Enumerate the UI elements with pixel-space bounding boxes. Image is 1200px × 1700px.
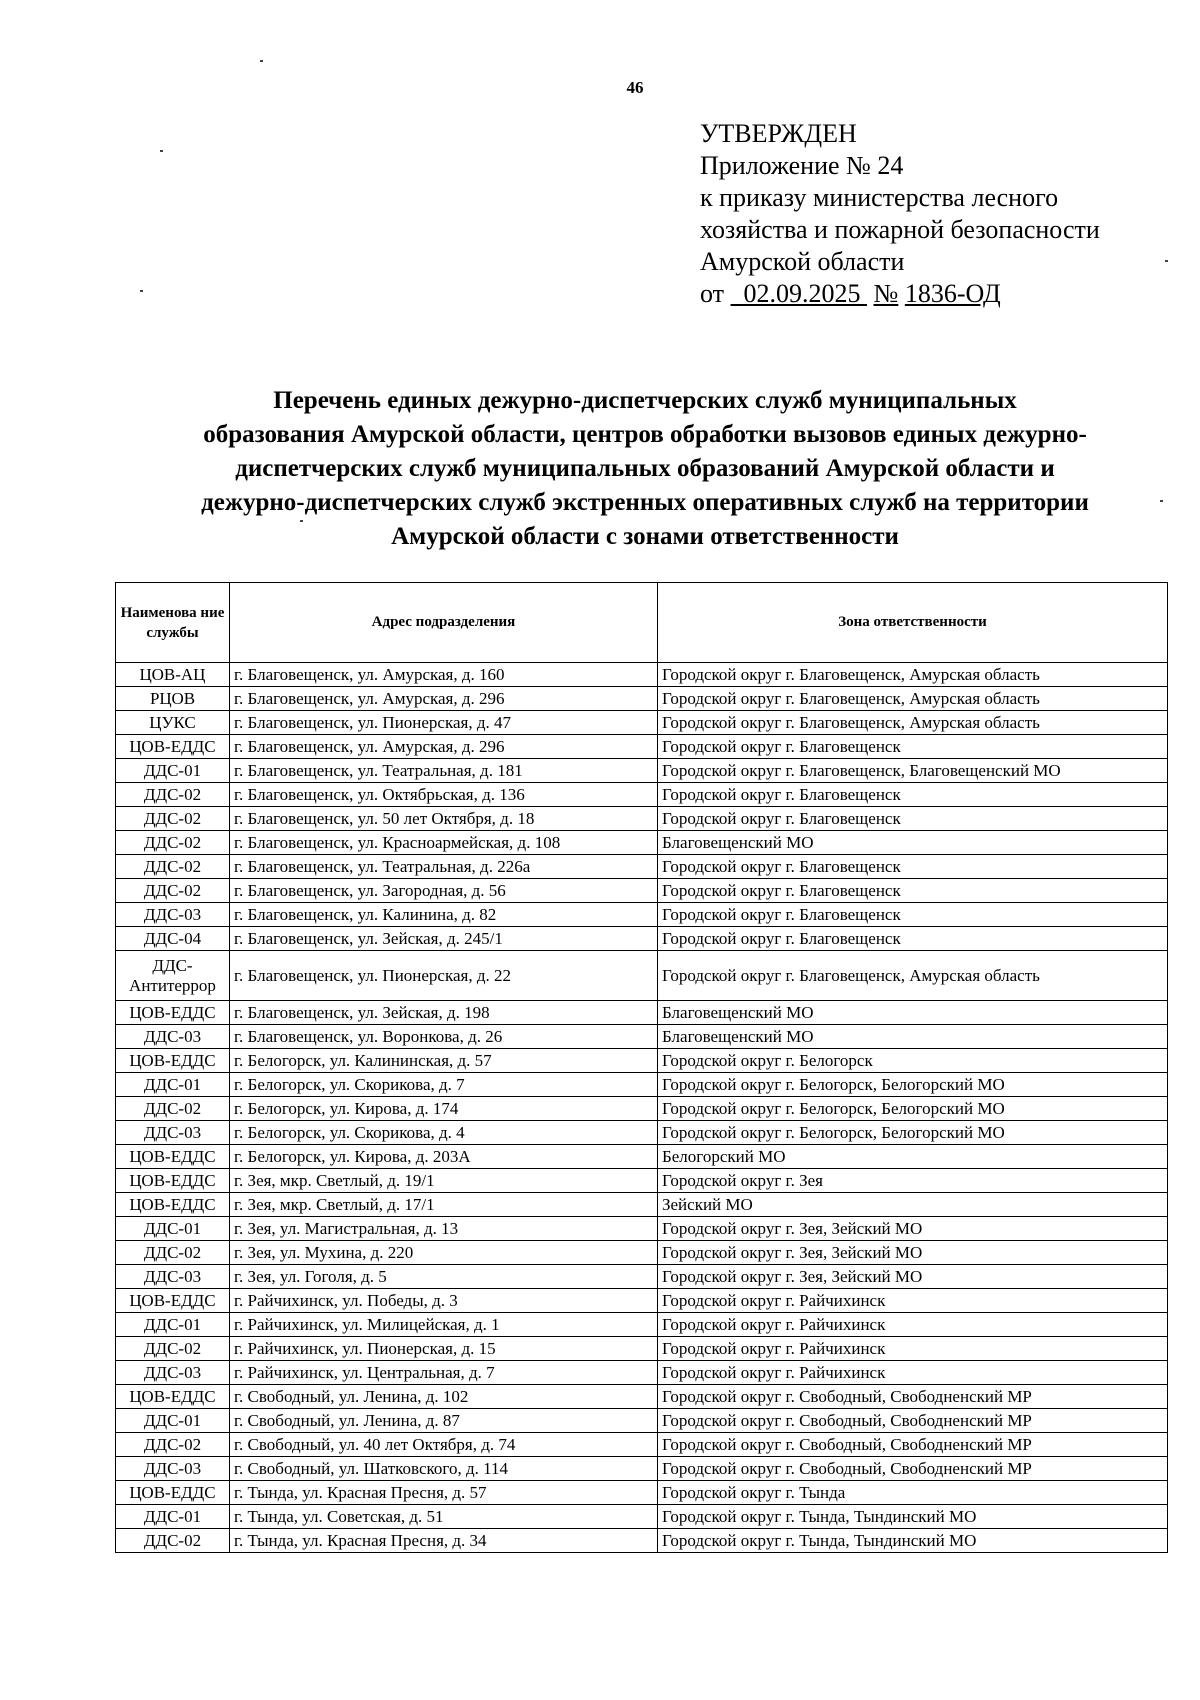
address-cell: г. Благовещенск, ул. Театральная, д. 226а — [230, 855, 658, 879]
table-row — [116, 1193, 1168, 1217]
responsibility-zone-cell: Благовещенский МО — [658, 1001, 1168, 1025]
address-cell: г. Райчихинск, ул. Пионерская, д. 15 — [230, 1337, 658, 1361]
service-name-cell: ЦОВ-ЕДДС — [116, 1193, 230, 1217]
address-cell: г. Тында, ул. Советская, д. 51 — [230, 1505, 658, 1529]
approval-block — [700, 118, 1180, 310]
service-name-cell: ДДС-01 — [116, 759, 230, 783]
address-cell: г. Зея, мкр. Светлый, д. 17/1 — [230, 1193, 658, 1217]
responsibility-zone-cell: Городской округ г. Райчихинск — [658, 1361, 1168, 1385]
table-row — [116, 1409, 1168, 1433]
header-responsibility-zone: Зона ответственности — [658, 583, 1168, 663]
address-cell: г. Благовещенск, ул. Амурская, д. 296 — [230, 735, 658, 759]
table-row — [116, 1025, 1168, 1049]
scan-speck — [1160, 500, 1163, 502]
responsibility-zone-cell: Городской округ г. Благовещенск — [658, 735, 1168, 759]
table-row — [116, 711, 1168, 735]
address-cell: г. Свободный, ул. 40 лет Октября, д. 74 — [230, 1433, 658, 1457]
table-row — [116, 879, 1168, 903]
services-table — [115, 582, 1168, 1553]
table-row — [116, 1289, 1168, 1313]
table-row — [116, 927, 1168, 951]
responsibility-zone-cell: Городской округ г. Благовещенск, Амурская область — [658, 711, 1168, 735]
responsibility-zone-cell: Городской округ г. Свободный, Свободненский МР — [658, 1457, 1168, 1481]
address-cell: г. Зея, ул. Мухина, д. 220 — [230, 1241, 658, 1265]
scan-speck — [140, 290, 143, 292]
service-name-cell: ДДС-02 — [116, 1433, 230, 1457]
service-name-cell: РЦОВ — [116, 687, 230, 711]
service-name-cell: ЦОВ-ЕДДС — [116, 1001, 230, 1025]
responsibility-zone-cell: Благовещенский МО — [658, 1025, 1168, 1049]
responsibility-zone-cell: Городской округ г. Благовещенск — [658, 927, 1168, 951]
service-name-cell: ДДС-04 — [116, 927, 230, 951]
page-number: 46 — [626, 78, 644, 97]
table-row — [116, 687, 1168, 711]
service-name-cell: ДДС-02 — [116, 1337, 230, 1361]
service-name-cell: ДДС-02 — [116, 879, 230, 903]
address-cell: г. Свободный, ул. Ленина, д. 102 — [230, 1385, 658, 1409]
responsibility-zone-cell: Городской округ г. Райчихинск — [658, 1313, 1168, 1337]
responsibility-zone-cell: Городской округ г. Зея, Зейский МО — [658, 1241, 1168, 1265]
table-row — [116, 783, 1168, 807]
scan-speck — [1165, 260, 1168, 262]
table-row — [116, 1241, 1168, 1265]
table-row — [116, 663, 1168, 687]
table-row — [116, 1313, 1168, 1337]
responsibility-zone-cell: Городской округ г. Благовещенск — [658, 903, 1168, 927]
order-reference — [700, 278, 1180, 310]
address-cell: г. Зея, ул. Магистральная, д. 13 — [230, 1217, 658, 1241]
service-name-cell: ЦОВ-ЕДДС — [116, 1385, 230, 1409]
responsibility-zone-cell: Городской округ г. Зея, Зейский МО — [658, 1265, 1168, 1289]
approval-line: хозяйства и пожарной безопасности — [700, 215, 1100, 244]
service-name-cell: ДДС-03 — [116, 1265, 230, 1289]
service-name-cell: ДДС-03 — [116, 1025, 230, 1049]
title-line: Амурской области с зонами ответственности — [391, 523, 899, 550]
responsibility-zone-cell: Городской округ г. Белогорск, Белогорский МО — [658, 1097, 1168, 1121]
appendix-number: Приложение № 24 — [700, 151, 904, 180]
table-row — [116, 1265, 1168, 1289]
table-row — [116, 831, 1168, 855]
responsibility-zone-cell: Городской округ г. Благовещенск — [658, 807, 1168, 831]
table-row — [116, 1001, 1168, 1025]
address-cell: г. Благовещенск, ул. Загородная, д. 56 — [230, 879, 658, 903]
responsibility-zone-cell: Городской округ г. Тында, Тындинский МО — [658, 1505, 1168, 1529]
table-row — [116, 1073, 1168, 1097]
address-cell: г. Свободный, ул. Ленина, д. 87 — [230, 1409, 658, 1433]
title-line: дежурно-диспетчерских служб экстренных оперативных служб на территории — [201, 489, 1089, 516]
order-date: 02.09.2025 — [743, 279, 861, 308]
order-number: 1836-ОД — [904, 279, 1001, 308]
address-cell: г. Райчихинск, ул. Победы, д. 3 — [230, 1289, 658, 1313]
service-name-cell: ДДС-02 — [116, 807, 230, 831]
table-body — [116, 663, 1168, 1553]
address-cell: г. Благовещенск, ул. Амурская, д. 296 — [230, 687, 658, 711]
service-name-cell: ЦОВ-ЕДДС — [116, 735, 230, 759]
responsibility-zone-cell: Городской округ г. Благовещенск — [658, 783, 1168, 807]
address-cell: г. Тында, ул. Красная Пресня, д. 57 — [230, 1481, 658, 1505]
table-row — [116, 1433, 1168, 1457]
table-row — [116, 1529, 1168, 1553]
responsibility-zone-cell: Городской округ г. Благовещенск, Амурская область — [658, 663, 1168, 687]
address-cell: г. Благовещенск, ул. Театральная, д. 181 — [230, 759, 658, 783]
service-name-cell: ДДС-02 — [116, 783, 230, 807]
address-cell: г. Благовещенск, ул. Октябрьская, д. 136 — [230, 783, 658, 807]
title-line: диспетчерских служб муниципальных образований Амурской области и — [235, 455, 1055, 482]
service-name-cell: ДДС-Антитеррор — [116, 951, 230, 1001]
address-cell: г. Белогорск, ул. Калининская, д. 57 — [230, 1049, 658, 1073]
scan-speck — [160, 150, 163, 152]
table-row — [116, 1481, 1168, 1505]
table-row — [116, 1337, 1168, 1361]
table-row — [116, 735, 1168, 759]
address-cell: г. Зея, мкр. Светлый, д. 19/1 — [230, 1169, 658, 1193]
responsibility-zone-cell: Городской округ г. Тында, Тындинский МО — [658, 1529, 1168, 1553]
service-name-cell: ДДС-01 — [116, 1409, 230, 1433]
service-name-cell: ДДС-02 — [116, 855, 230, 879]
service-name-cell: ДДС-01 — [116, 1217, 230, 1241]
responsibility-zone-cell: Белогорский МО — [658, 1145, 1168, 1169]
service-name-cell: ЦОВ-ЕДДС — [116, 1481, 230, 1505]
address-cell: г. Белогорск, ул. Кирова, д. 174 — [230, 1097, 658, 1121]
table-row — [116, 1217, 1168, 1241]
responsibility-zone-cell: Городской округ г. Райчихинск — [658, 1337, 1168, 1361]
address-cell: г. Благовещенск, ул. Пионерская, д. 22 — [230, 951, 658, 1001]
responsibility-zone-cell: Городской округ г. Белогорск, Белогорский МО — [658, 1073, 1168, 1097]
responsibility-zone-cell: Городской округ г. Тында — [658, 1481, 1168, 1505]
responsibility-zone-cell: Зейский МО — [658, 1193, 1168, 1217]
address-cell: г. Райчихинск, ул. Милицейская, д. 1 — [230, 1313, 658, 1337]
service-name-cell: ЦОВ-ЕДДС — [116, 1289, 230, 1313]
service-name-cell: ЦУКС — [116, 711, 230, 735]
service-name-cell: ДДС-02 — [116, 1097, 230, 1121]
service-name-cell: ЦОВ-ЕДДС — [116, 1145, 230, 1169]
responsibility-zone-cell: Городской округ г. Благовещенск, Благовещенский МО — [658, 759, 1168, 783]
responsibility-zone-cell: Городской округ г. Свободный, Свободненский МР — [658, 1385, 1168, 1409]
address-cell: г. Тында, ул. Красная Пресня, д. 34 — [230, 1529, 658, 1553]
responsibility-zone-cell: Городской округ г. Благовещенск — [658, 879, 1168, 903]
table-row — [116, 1361, 1168, 1385]
table-row — [116, 1145, 1168, 1169]
service-name-cell: ДДС-02 — [116, 1241, 230, 1265]
service-name-cell: ДДС-03 — [116, 1121, 230, 1145]
responsibility-zone-cell: Городской округ г. Белогорск — [658, 1049, 1168, 1073]
address-cell: г. Зея, ул. Гоголя, д. 5 — [230, 1265, 658, 1289]
responsibility-zone-cell: Городской округ г. Зея — [658, 1169, 1168, 1193]
service-name-cell: ДДС-02 — [116, 831, 230, 855]
address-cell: г. Благовещенск, ул. Зейская, д. 198 — [230, 1001, 658, 1025]
address-cell: г. Благовещенск, ул. Зейская, д. 245/1 — [230, 927, 658, 951]
table-row — [116, 855, 1168, 879]
responsibility-zone-cell: Городской округ г. Белогорск, Белогорский МО — [658, 1121, 1168, 1145]
address-cell: г. Свободный, ул. Шатковского, д. 114 — [230, 1457, 658, 1481]
responsibility-zone-cell: Городской округ г. Благовещенск, Амурская область — [658, 687, 1168, 711]
service-name-cell: ДДС-03 — [116, 1457, 230, 1481]
table-row — [116, 759, 1168, 783]
service-name-cell: ДДС-03 — [116, 1361, 230, 1385]
address-cell: г. Белогорск, ул. Скорикова, д. 7 — [230, 1073, 658, 1097]
title-line: образования Амурской области, центров обработки вызовов единых дежурно- — [203, 421, 1087, 448]
address-cell: г. Благовещенск, ул. 50 лет Октября, д. 18 — [230, 807, 658, 831]
table-row — [116, 807, 1168, 831]
header-service-name: Наименова ние службы — [116, 583, 230, 663]
table-row — [116, 1121, 1168, 1145]
address-cell: г. Белогорск, ул. Кирова, д. 203А — [230, 1145, 658, 1169]
responsibility-zone-cell: Городской округ г. Зея, Зейский МО — [658, 1217, 1168, 1241]
order-number-prefix: № — [873, 279, 899, 308]
responsibility-zone-cell: Городской округ г. Благовещенск — [658, 855, 1168, 879]
table-row — [116, 1097, 1168, 1121]
address-cell: г. Благовещенск, ул. Красноармейская, д. 108 — [230, 831, 658, 855]
table-header-row — [116, 583, 1168, 663]
scan-speck — [300, 520, 303, 522]
table-row — [116, 1049, 1168, 1073]
address-cell: г. Белогорск, ул. Скорикова, д. 4 — [230, 1121, 658, 1145]
document-title — [120, 384, 1170, 554]
address-cell: г. Райчихинск, ул. Центральная, д. 7 — [230, 1361, 658, 1385]
service-name-cell: ЦОВ-АЦ — [116, 663, 230, 687]
table-row — [116, 1457, 1168, 1481]
order-prefix: от — [700, 279, 725, 308]
title-line: Перечень единых дежурно-диспетчерских служб муниципальных — [273, 387, 1017, 414]
approval-line: к приказу министерства лесного — [700, 183, 1059, 212]
service-name-cell: ДДС-01 — [116, 1505, 230, 1529]
approval-line: Амурской области — [700, 247, 905, 276]
service-name-cell: ДДС-01 — [116, 1073, 230, 1097]
responsibility-zone-cell: Городской округ г. Благовещенск, Амурская область — [658, 951, 1168, 1001]
table-row — [116, 951, 1168, 1001]
address-cell: г. Благовещенск, ул. Пионерская, д. 47 — [230, 711, 658, 735]
table-row — [116, 1169, 1168, 1193]
scan-speck — [260, 60, 263, 62]
responsibility-zone-cell: Городской округ г. Райчихинск — [658, 1289, 1168, 1313]
table-row — [116, 1505, 1168, 1529]
responsibility-zone-cell: Городской округ г. Свободный, Свободненский МР — [658, 1433, 1168, 1457]
service-name-cell: ДДС-02 — [116, 1529, 230, 1553]
address-cell: г. Благовещенск, ул. Воронкова, д. 26 — [230, 1025, 658, 1049]
table-row — [116, 1385, 1168, 1409]
service-name-cell: ДДС-01 — [116, 1313, 230, 1337]
responsibility-zone-cell: Городской округ г. Свободный, Свободненский МР — [658, 1409, 1168, 1433]
table-row — [116, 903, 1168, 927]
address-cell: г. Благовещенск, ул. Амурская, д. 160 — [230, 663, 658, 687]
responsibility-zone-cell: Благовещенский МО — [658, 831, 1168, 855]
service-name-cell: ЦОВ-ЕДДС — [116, 1169, 230, 1193]
service-name-cell: ЦОВ-ЕДДС — [116, 1049, 230, 1073]
approval-heading: УТВЕРЖДЕН — [700, 119, 857, 148]
header-address: Адрес подразделения — [230, 583, 658, 663]
address-cell: г. Благовещенск, ул. Калинина, д. 82 — [230, 903, 658, 927]
service-name-cell: ДДС-03 — [116, 903, 230, 927]
